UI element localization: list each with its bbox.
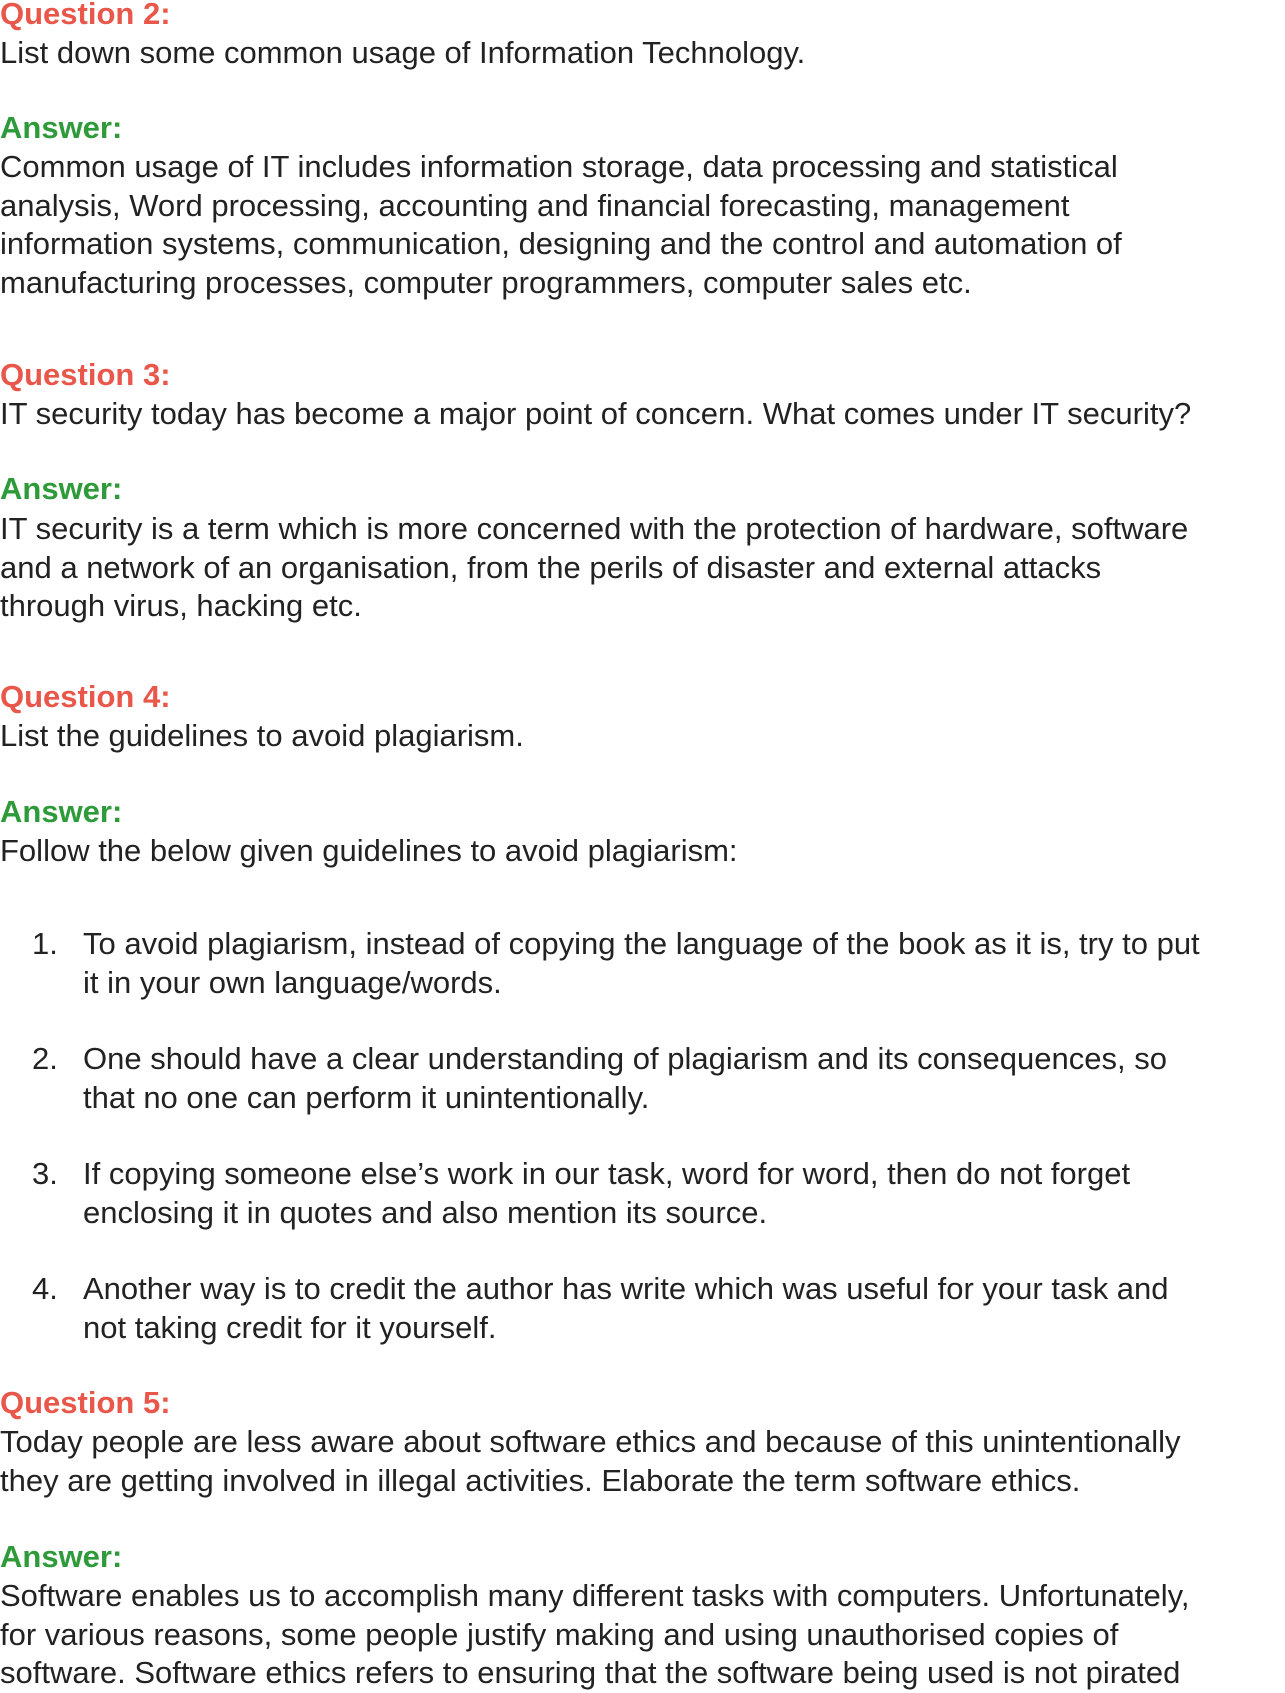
question-3-heading: Question 3: (0, 357, 171, 392)
list-item (0, 1270, 1282, 1386)
list-item-text: Another way is to credit the author has write which was useful for your task and not taking credit for it yourself. (83, 1271, 1169, 1345)
list-item-number: 2. (32, 1041, 58, 1076)
question-5-text: Today people are less aware about software ethics and because of this unintentionally they are getting involved in illegal activities. Elaborate the term software ethics. (0, 1424, 1181, 1498)
question-4-text: List the guidelines to avoid plagiarism. (0, 718, 524, 753)
list-item (0, 925, 1282, 1041)
list-item-number: 3. (32, 1156, 58, 1191)
question-2-text: List down some common usage of Information Technology. (0, 35, 806, 70)
list-item-text: If copying someone else’s work in our task, word for word, then do not forget enclosing it in quotes and also mention its source. (83, 1156, 1131, 1230)
answer-4-heading: Answer: (0, 794, 123, 829)
answer-4-intro: Follow the below given guidelines to avoid plagiarism: (0, 833, 738, 868)
answer-3-text: IT security is a term which is more concerned with the protection of hardware, software and a network of an organisation, from the perils of disaster and external attacks through virus, hacking etc. (0, 511, 1189, 623)
answer-2-heading: Answer: (0, 110, 123, 145)
answer-3-heading: Answer: (0, 471, 123, 506)
answer-2-text: Common usage of IT includes information storage, data processing and statistical analysis, Word processing, accounting and financial forecasting, management information systems, communication, designing and the control and automation of manufacturing processes, computer programmers, computer sales etc. (0, 149, 1122, 300)
question-2-heading: Question 2: (0, 0, 171, 31)
list-item-number: 4. (32, 1271, 58, 1306)
list-item (0, 1040, 1282, 1156)
answer-5-text: Software enables us to accomplish many different tasks with computers. Unfortunately, for various reasons, some people justify making and using unauthorised copies of software. Software ethics refers to ensuring that the software being used is not pirated (0, 1578, 1190, 1690)
answer-5-heading: Answer: (0, 1539, 123, 1574)
question-3-text: IT security today has become a major point of concern. What comes under IT security? (0, 396, 1192, 431)
list-item-text: To avoid plagiarism, instead of copying the language of the book as it is, try to put it in your own language/words. (83, 926, 1200, 1000)
list-item-text: One should have a clear understanding of plagiarism and its consequences, so that no one can perform it unintentionally. (83, 1041, 1167, 1115)
question-5-heading: Question 5: (0, 1385, 171, 1420)
question-4-heading: Question 4: (0, 679, 171, 714)
list-item (0, 1155, 1282, 1271)
list-item-number: 1. (32, 926, 58, 961)
